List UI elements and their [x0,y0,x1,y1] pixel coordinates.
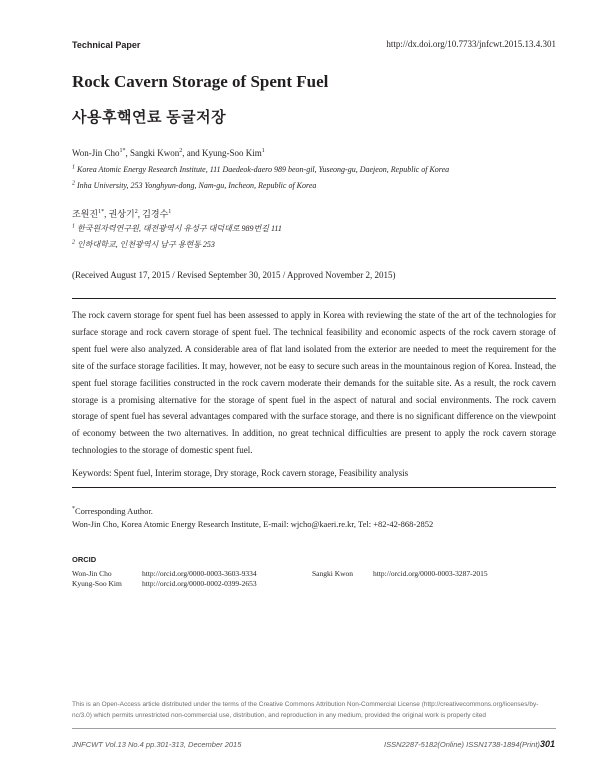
corresponding-label-text: Corresponding Author. [75,506,153,516]
doi-link[interactable]: http://dx.doi.org/10.7733/jnfcwt.2015.13.4.301 [386,39,556,49]
journal-citation: JNFCWT Vol.13 No.4 pp.301-313, December 2015 [72,740,242,749]
author-affiliation-mark: 2 [179,148,183,154]
affiliation-text: Korea Atomic Energy Research Institute, 111 Daedeok-daero 989 beon-gil, Yuseong-gu, Daejeon, Republic of Korea [77,165,450,174]
affiliation-text: 한국원자력연구원, 대전광역시 유성구 대덕대로 989번길 111 [77,224,282,233]
orcid-link[interactable]: http://orcid.org/0000-0002-0399-2653 [142,579,257,588]
authors-english [72,148,265,158]
author-name: , Sangki Kwon [125,148,180,158]
affiliation-korean [72,223,282,234]
orcid-link[interactable]: http://orcid.org/0000-0003-3287-2015 [373,569,488,578]
author-affiliation-mark: 1 [168,209,172,215]
author-name: Won-Jin Cho [72,148,120,158]
affiliation-korean [72,239,215,250]
corresponding-mark: * [72,506,75,513]
abstract-top-rule [72,298,556,299]
affiliation-english [72,181,316,190]
corresponding-author-label [72,506,153,516]
issn: ISSN2287-5182(Online) ISSN1738-1894(Print) [384,740,540,749]
affiliation-mark: 2 [72,239,75,246]
abstract-bottom-rule [72,487,556,488]
abstract-text: The rock cavern storage for spent fuel has been assessed to apply in Korea with reviewing the state of the art of the technologies for surface storage and rock cavern storage of spent fuel. The technical feasibility and economic aspects of the rock cavern storage of spent fuel were also analyzed. A considerable area of flat land isolated from the exterior are needed to meet the requirement for the site of the surface storage facilities. It may, however, not be easy to secure such areas in the mountainous region of Korea. Instead, the spent fuel storage facilities constructed in the rock cavern moderate their demands for the suitable site. As a result, the rock cavern storage is a promising alternative for the storage of spent fuel in the aspect of natural and social environments. The rock cavern storage of spent fuel has several advantages compared with the surface storage, and there is no significant difference on the viewpoint of economy between the two alternatives. In addition, no great technical difficulties are present to apply the rock cavern storage technologies to the storage of domestic spent fuel. [72,310,556,456]
affiliation-mark: 2 [72,180,75,187]
author-affiliation-mark: 2 [134,209,138,215]
title-korean: 사용후핵연료 동굴저장 [72,110,227,126]
orcid-heading: ORCID [72,555,97,564]
orcid-name: Kyung-Soo Kim [72,579,122,588]
authors-korean [72,207,171,220]
footer-rule [72,728,556,729]
orcid-name: Won-Jin Cho [72,569,112,578]
affiliation-mark: 1 [72,223,75,230]
orcid-name: Sangki Kwon [312,569,354,578]
author-affiliation-mark: 1* [98,209,105,215]
corresponding-author-detail: Won-Jin Cho, Korea Atomic Energy Research Institute, E-mail: wjcho@kaeri.re.kr, Tel: +82-42-868-2852 [72,519,434,529]
author-affiliation-mark: 1 [261,148,265,154]
article-type-label: Technical Paper [72,40,141,50]
author-name: 조원진 [72,209,99,219]
license-note: This is an Open-Access article distributed under the terms of the Creative Commons Attribution Non-Commercial License (http://creativecommons.org/licenses/by-nc/3.0) which permits unrestricted non-commercial use, distribution, and reproduction in any medium, provided the original work is properly cited [72,701,539,719]
affiliation-text: 인하대학교, 인천광역시 남구 용현동 253 [77,240,215,249]
author-name: , 김경수 [137,209,169,219]
received-dates: (Received August 17, 2015 / Revised September 30, 2015 / Approved November 2, 2015) [72,270,396,280]
affiliation-text: Inha University, 253 Yonghyun-dong, Nam-gu, Incheon, Republic of Korea [77,181,317,190]
affiliation-english [72,165,449,174]
title-english: Rock Cavern Storage of Spent Fuel [72,72,329,91]
affiliation-mark: 1 [72,164,75,171]
keywords: Keywords: Spent fuel, Interim storage, Dry storage, Rock cavern storage, Feasibility analysis [72,468,409,478]
orcid-link[interactable]: http://orcid.org/0000-0003-3603-9334 [142,569,257,578]
author-affiliation-mark: 1* [119,148,126,154]
author-name: , 권상기 [104,209,135,219]
page-number: 301 [540,739,556,749]
author-name: , and Kyung-Soo Kim [182,148,262,158]
